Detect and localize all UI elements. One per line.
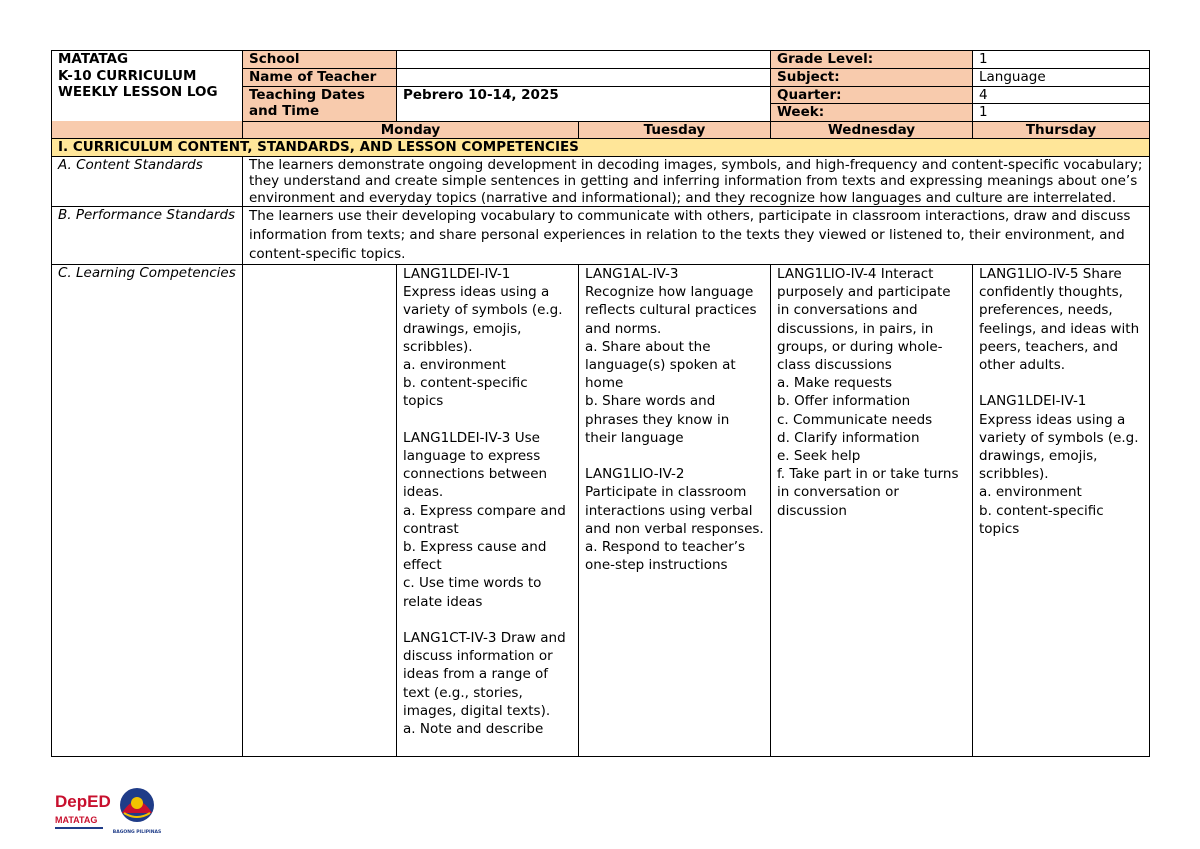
day-thursday: Thursday bbox=[973, 121, 1150, 139]
content-standards-text: The learners demonstrate ongoing development in decoding images, symbols, and high-frequency and content-specific vocabulary; they understand and create simple sentences in getting and inferring information from texts and expressing meanings about one’s environment and everyday topics (narrative and informational); and they recognize how languages and culture are interrelated. bbox=[243, 156, 1150, 207]
school-label: School bbox=[243, 51, 397, 69]
week-value: 1 bbox=[973, 104, 1150, 122]
learning-competencies-label: C. Learning Competencies bbox=[52, 265, 243, 757]
week-label: Week: bbox=[771, 104, 973, 122]
teacher-value bbox=[397, 69, 771, 87]
performance-standards-text: The learners use their developing vocabulary to communicate with others, participate in classroom interactions, draw and discuss information from texts; and share personal experiences in relation to the texts they viewed or listened to, their environment, and content-specific topics. bbox=[243, 207, 1150, 265]
content-standards-label: A. Content Standards bbox=[52, 156, 243, 207]
school-value bbox=[397, 51, 771, 69]
teaching-dates-value: Pebrero 10-14, 2025 bbox=[397, 86, 771, 121]
org-line-2: K-10 CURRICULUM bbox=[58, 67, 197, 84]
grade-level-label: Grade Level: bbox=[771, 51, 973, 69]
day-tuesday: Tuesday bbox=[579, 121, 771, 139]
quarter-value: 4 bbox=[973, 86, 1150, 104]
performance-standards-label: B. Performance Standards bbox=[52, 207, 243, 265]
org-line-3: WEEKLY LESSON LOG bbox=[58, 84, 218, 100]
competencies-tuesday: LANG1LDEI-IV-1 Express ideas using a variety of symbols (e.g. drawings, emojis, scribbles). a. environment b. content-specific topics LANG1LDEI-IV-3 Use language to express connections between ideas. a. Express compare and contrast b. Express cause and effect c. Use time words to relate ideas LANG1CT-IV-3 Draw and discuss information or ideas from a range of text (e.g., stories, images, digital texts). a. Note and describe bbox=[397, 265, 579, 757]
subject-value: Language bbox=[973, 69, 1150, 87]
teacher-label: Name of Teacher bbox=[243, 69, 397, 87]
bagong-pilipinas-logo bbox=[113, 788, 161, 835]
deped-logo bbox=[55, 792, 111, 829]
competencies-wednesday: LANG1AL-IV-3 Recognize how language reflects cultural practices and norms. a. Share about the language(s) spoken at home b. Share words and phrases they know in their language LANG1LIO-IV-2 Participate in classroom interactions using verbal and non verbal responses. a. Respond to teacher’s one-step instructions bbox=[579, 265, 771, 757]
day-spacer bbox=[52, 121, 243, 139]
subject-label: Subject: bbox=[771, 69, 973, 87]
competencies-thursday: LANG1LIO-IV-4 Interact purposely and participate in conversations and discussions, in pairs, in groups, or during whole-class discussions a. Make requests b. Offer information c. Communicate needs d. Clarify information e. Seek help f. Take part in or take turns in conversation or discussion bbox=[771, 265, 973, 757]
weekly-lesson-log-table bbox=[51, 50, 1150, 757]
matatag-wordmark: MATATAG bbox=[55, 815, 98, 825]
deped-wordmark: DepED bbox=[55, 792, 111, 811]
bagong-pilipinas-wordmark: BAGONG PILIPINAS bbox=[112, 830, 162, 835]
day-wednesday: Wednesday bbox=[771, 121, 973, 139]
competencies-monday bbox=[243, 265, 397, 757]
teaching-dates-label: Teaching Dates and Time bbox=[243, 86, 397, 121]
competencies-friday: LANG1LIO-IV-5 Share confidently thoughts, preferences, needs, feelings, and ideas with peers, teachers, and other adults. LANG1LDEI-IV-1 Express ideas using a variety of symbols (e.g. drawings, emojis, scribbles). a. environment b. content-specific topics bbox=[973, 265, 1150, 757]
org-line-1: MATATAG bbox=[58, 51, 129, 67]
grade-level-value: 1 bbox=[973, 51, 1150, 69]
footer-logos bbox=[52, 783, 167, 838]
section-curriculum-title: I. CURRICULUM CONTENT, STANDARDS, AND LESSON COMPETENCIES bbox=[52, 139, 1150, 157]
curriculum-title bbox=[52, 51, 243, 122]
quarter-label: Quarter: bbox=[771, 86, 973, 104]
day-monday: Monday bbox=[243, 121, 579, 139]
